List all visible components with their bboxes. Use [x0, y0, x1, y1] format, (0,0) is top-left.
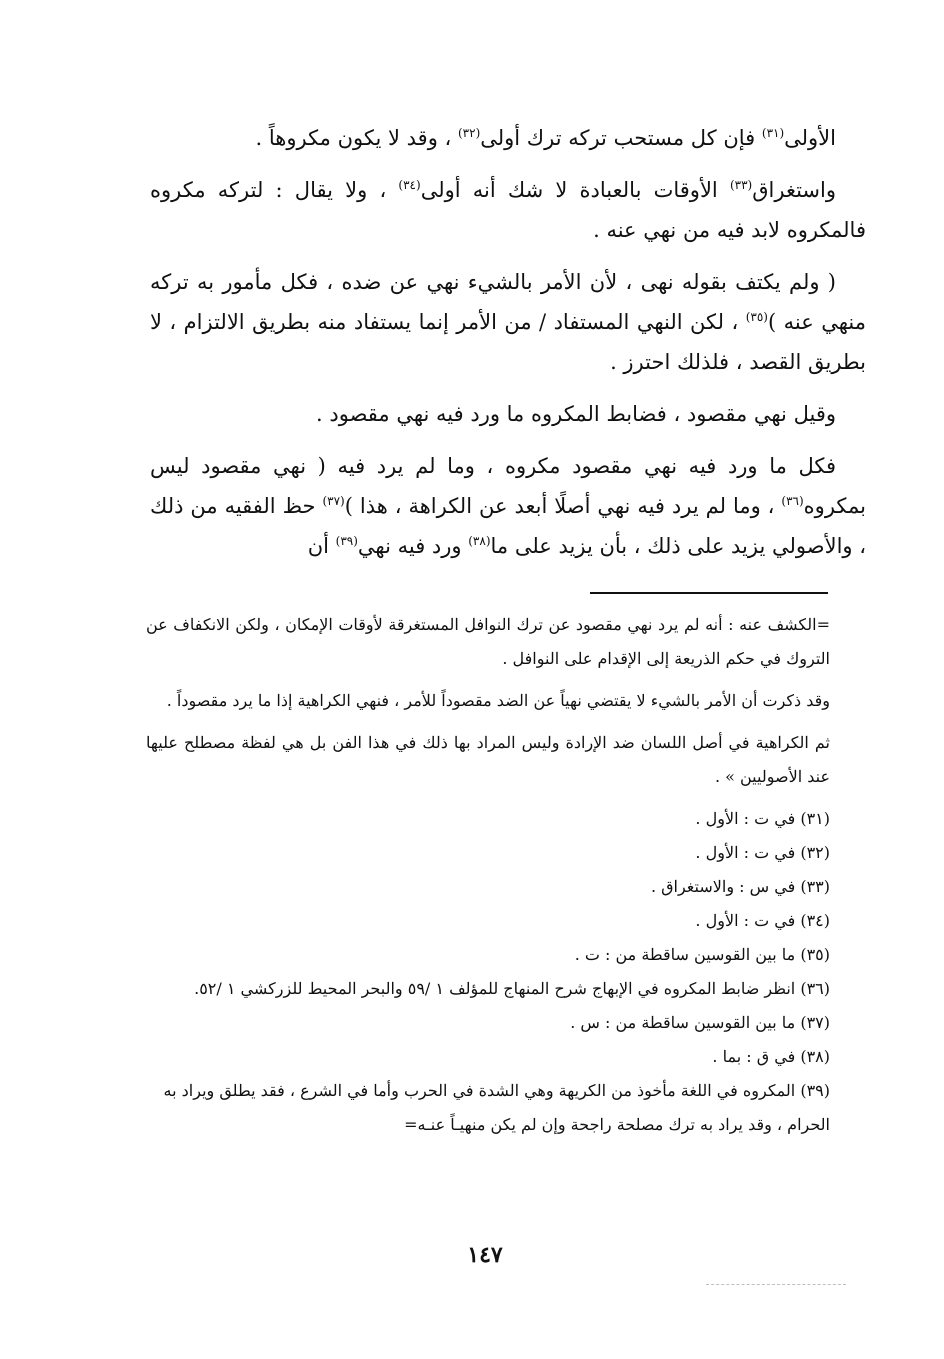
footnote-number: (٣٥): [800, 945, 830, 964]
footnote-number: (٣٨): [800, 1047, 830, 1066]
paragraph-1: [150, 118, 866, 158]
footnote-ref: (٣٥): [745, 310, 768, 324]
paragraph-4: [150, 394, 866, 434]
footnote-32: [146, 836, 830, 870]
footnote-ref: (٣٢): [457, 126, 481, 140]
text-run: ، ولا يقال : لتركه مكروه فالمكروه لابد فيه من نهي عنه .: [150, 178, 866, 242]
footnote-number: (٣٣): [800, 877, 830, 896]
footnote-33: [146, 870, 830, 904]
footnote-ref: (٣٧): [322, 494, 345, 508]
text-run: واستغراق: [752, 178, 836, 202]
footnote-text: في س : والاستغراق .: [650, 877, 796, 896]
text-run: وقيل نهي مقصود ، فضابط المكروه ما ورد فيه نهي مقصود .: [316, 402, 836, 426]
paragraph-2: [150, 170, 866, 250]
text-run: ، وما لم يرد فيه نهي أصلًا أبعد عن الكراهة ، هذا ): [344, 494, 782, 518]
text-run: ، لكن النهي المستفاد / من الأمر إنما يستفاد منه بطريق الالتزام ، لا بطريق القصد ، فلذلك احترز .: [150, 310, 866, 374]
footnotes-section: [146, 608, 830, 1142]
footnote-text: في ت : الأول .: [695, 843, 796, 862]
footnote-text: في ت : الأول .: [695, 809, 796, 828]
footnote-text: انظر ضابط المكروه في الإبهاج شرح المنهاج للمؤلف ١ /٥٩ والبحر المحيط للزركشي ١ /٥٢.: [194, 979, 796, 998]
footnote-number: (٣١): [800, 809, 830, 828]
footnote-divider: [590, 592, 828, 594]
footnote-number: (٣٦): [800, 979, 830, 998]
footnote-text: ما بين القوسين ساقطة من : س .: [570, 1013, 796, 1032]
footnote-text: في ق : بما .: [712, 1047, 796, 1066]
main-text: [150, 118, 866, 578]
paragraph-3: [150, 262, 866, 382]
text-run: ( ولم يكتف بقوله نهى ، لأن الأمر بالشيء نهي عن ضده ، فكل مأمور به تركه منهي عنه ): [150, 270, 866, 334]
footnote-number: (٣٩): [800, 1081, 830, 1100]
footnote-34: [146, 904, 830, 938]
footnote-text: المكروه في اللغة مأخوذ من الكريهة وهي الشدة في الحرب وأما في الشرع ، فقد يطلق ويراد به الحرام ، وقد يراد به ترك مصلحة راجحة وإن لم يكن منهيـاً عنـه=: [163, 1081, 830, 1134]
footnote-ref: (٣٨): [468, 534, 491, 548]
text-run: ، وقد لا يكون مكروهاً .: [255, 126, 458, 150]
footnote-ref: (٣١): [761, 126, 785, 140]
footnote-ref: (٣٣): [729, 178, 753, 192]
text-run: حظ الفقيه من ذلك ، والأصولي يزيد على ذلك ، بأن يزيد على ما: [150, 494, 866, 558]
footnote-31: [146, 802, 830, 836]
footnote-35: [146, 938, 830, 972]
text-run: ورد فيه نهي: [357, 534, 469, 558]
text-run: الأولى: [784, 126, 836, 150]
footnote-text: في ت : الأول .: [695, 911, 796, 930]
footnote-37: [146, 1006, 830, 1040]
note-continuation: ثم الكراهية في أصل اللسان ضد الإرادة وليس المراد بها ذلك في هذا الفن بل هي لفظة مصطلح عليها عند الأصوليين » .: [146, 733, 831, 786]
text-run: فكل ما ورد فيه نهي مقصود مكروه ، وما لم يرد فيه ( نهي مقصود ليس بمكروه: [150, 454, 866, 518]
scan-mark: [706, 1284, 846, 1286]
paragraph-5: [150, 446, 866, 566]
footnote-ref: (٣٤): [398, 178, 421, 192]
footnote-39: [146, 1074, 830, 1142]
footnote-ref: (٣٦): [781, 494, 804, 508]
note-continuation: وقد ذكرت أن الأمر بالشيء لا يقتضي نهياً عن الضد مقصوداً للأمر ، فنهي الكراهية إذا ما يرد مقصوداً .: [166, 691, 830, 710]
footnote-number: (٣٤): [800, 911, 830, 930]
footnote-text: ما بين القوسين ساقطة من : ت .: [574, 945, 796, 964]
page-number: ١٤٧: [467, 1242, 503, 1268]
footnote-38: [146, 1040, 830, 1074]
text-run: فإن كل مستحب تركه ترك أولى: [480, 126, 762, 150]
footnote-number: (٣٧): [800, 1013, 830, 1032]
footnote-number: (٣٢): [800, 843, 830, 862]
footnote-ref: (٣٩): [335, 534, 358, 548]
footnote-36: [146, 972, 830, 1006]
text-run: أن: [307, 534, 336, 558]
note-continuation: =الكشف عنه : أنه لم يرد نهي مقصود عن ترك النوافل المستغرقة لأوقات الإمكان ، ولكن الانكفاف عن التروك في حكم الذريعة إلى الإقدام على النوافل .: [146, 615, 830, 668]
text-run: الأوقات بالعبادة لا شك أنه أولى: [420, 178, 730, 202]
